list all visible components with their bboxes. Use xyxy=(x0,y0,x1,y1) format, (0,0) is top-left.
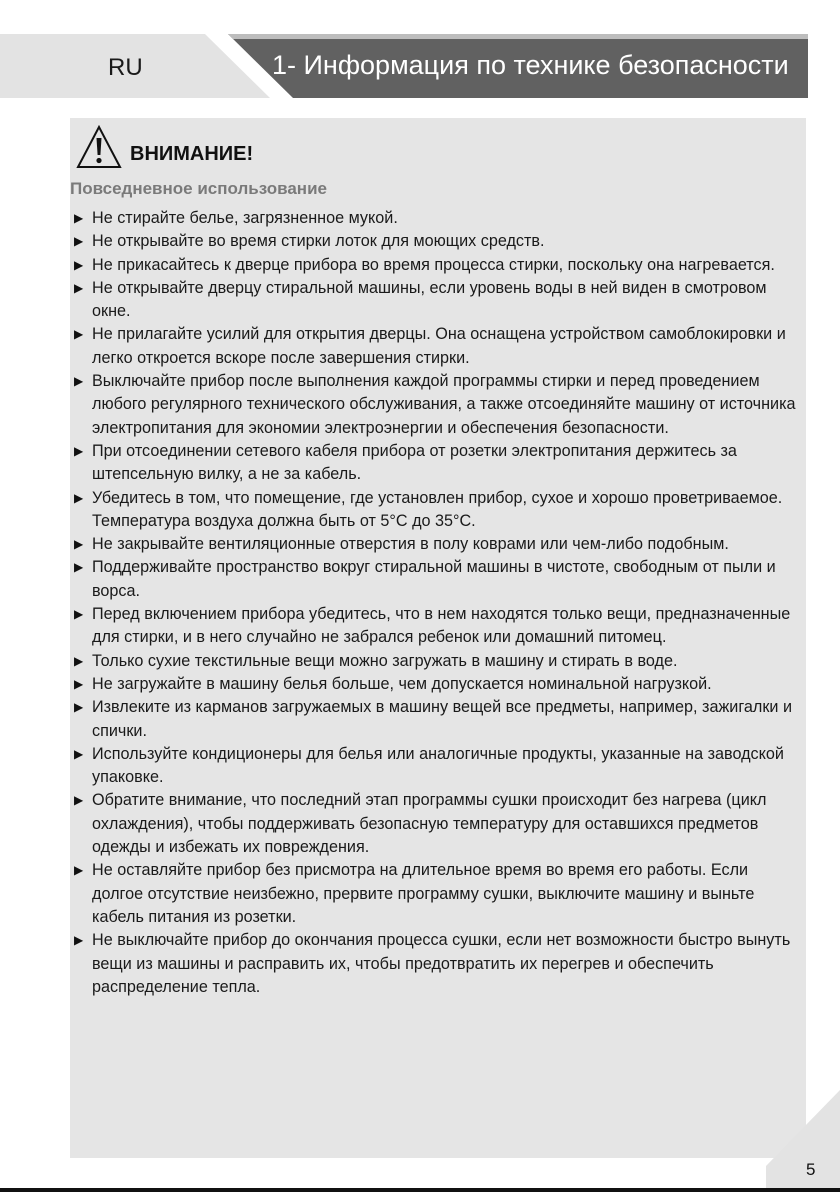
list-item: ▶ Не закрывайте вентиляционные отверстия в полу коврами или чем-либо подобным. xyxy=(74,533,800,556)
section-title: 1- Информация по технике безопасности xyxy=(272,50,789,80)
list-item: ▶ Не прикасайтесь к дверце прибора во время процесса стирки, поскольку она нагревается. xyxy=(74,254,800,277)
bottom-rule xyxy=(0,1188,840,1192)
list-item: ▶ Не прилагайте усилий для открытия дверцы. Она оснащена устройством самоблокировки и легко откроется вскоре после завершения стирки. xyxy=(74,323,800,370)
list-item: ▶ При отсоединении сетевого кабеля прибора от розетки электропитания держитесь за штепсельную вилку, а не за кабель. xyxy=(74,440,800,487)
section-subtitle: Повседневное использование xyxy=(70,179,327,198)
language-label: RU xyxy=(108,54,143,81)
list-item: ▶ Поддерживайте пространство вокруг стиральной машины в чистоте, свободным от пыли и ворса. xyxy=(74,556,800,603)
list-item: ▶ Не загружайте в машину белья больше, чем допускается номинальной нагрузкой. xyxy=(74,673,800,696)
list-item: ▶ Извлеките из карманов загружаемых в машину вещей все предметы, например, зажигалки и спички. xyxy=(74,696,800,743)
list-item: ▶ Не открывайте во время стирки лоток для моющих средств. xyxy=(74,230,800,253)
list-item: ▶ Используйте кондиционеры для белья или аналогичные продукты, указанные на заводской упаковке. xyxy=(74,743,800,790)
list-item: ▶ Убедитесь в том, что помещение, где установлен прибор, сухое и хорошо проветриваемое. Температура воздуха должна быть от 5°С до 35°С. xyxy=(74,487,800,534)
list-item: ▶ Обратите внимание, что последний этап программы сушки происходит без нагрева (цикл охлаждения), чтобы поддерживать безопасную температуру для оставшихся предметов одежды и избежать их повреждения. xyxy=(74,789,800,859)
page-number: 5 xyxy=(806,1160,816,1179)
list-item: ▶ Перед включением прибора убедитесь, что в нем находятся только вещи, предназначенные для стирки, и в него случайно не забрался ребенок или домашний питомец. xyxy=(74,603,800,650)
list-item: ▶ Не стирайте белье, загрязненное мукой. xyxy=(74,207,800,230)
warning-triangle-icon xyxy=(76,125,122,169)
list-item: ▶ Выключайте прибор после выполнения каждой программы стирки и перед проведением любого регулярного технического обслуживания, а также отсоединяйте машину от источника электропитания для экономии электроэнергии и обеспечения безопасности. xyxy=(74,370,800,440)
list-item: ▶ Не оставляйте прибор без присмотра на длительное время во время его работы. Если долгое отсутствие неизбежно, прервите программу сушки, выключите машину и выньте кабель питания из розетки. xyxy=(74,859,800,929)
warning-title: ВНИМАНИЕ! xyxy=(130,143,254,165)
safety-list xyxy=(74,207,800,999)
list-item: ▶ Не открывайте дверцу стиральной машины, если уровень воды в ней виден в смотровом окне. xyxy=(74,277,800,324)
list-item: ▶ Не выключайте прибор до окончания процесса сушки, если нет возможности быстро вынуть вещи из машины и расправить их, чтобы предотвратить их перегрев и обеспечить распределение тепла. xyxy=(74,929,800,999)
list-item: ▶ Только сухие текстильные вещи можно загружать в машину и стирать в воде. xyxy=(74,650,800,673)
